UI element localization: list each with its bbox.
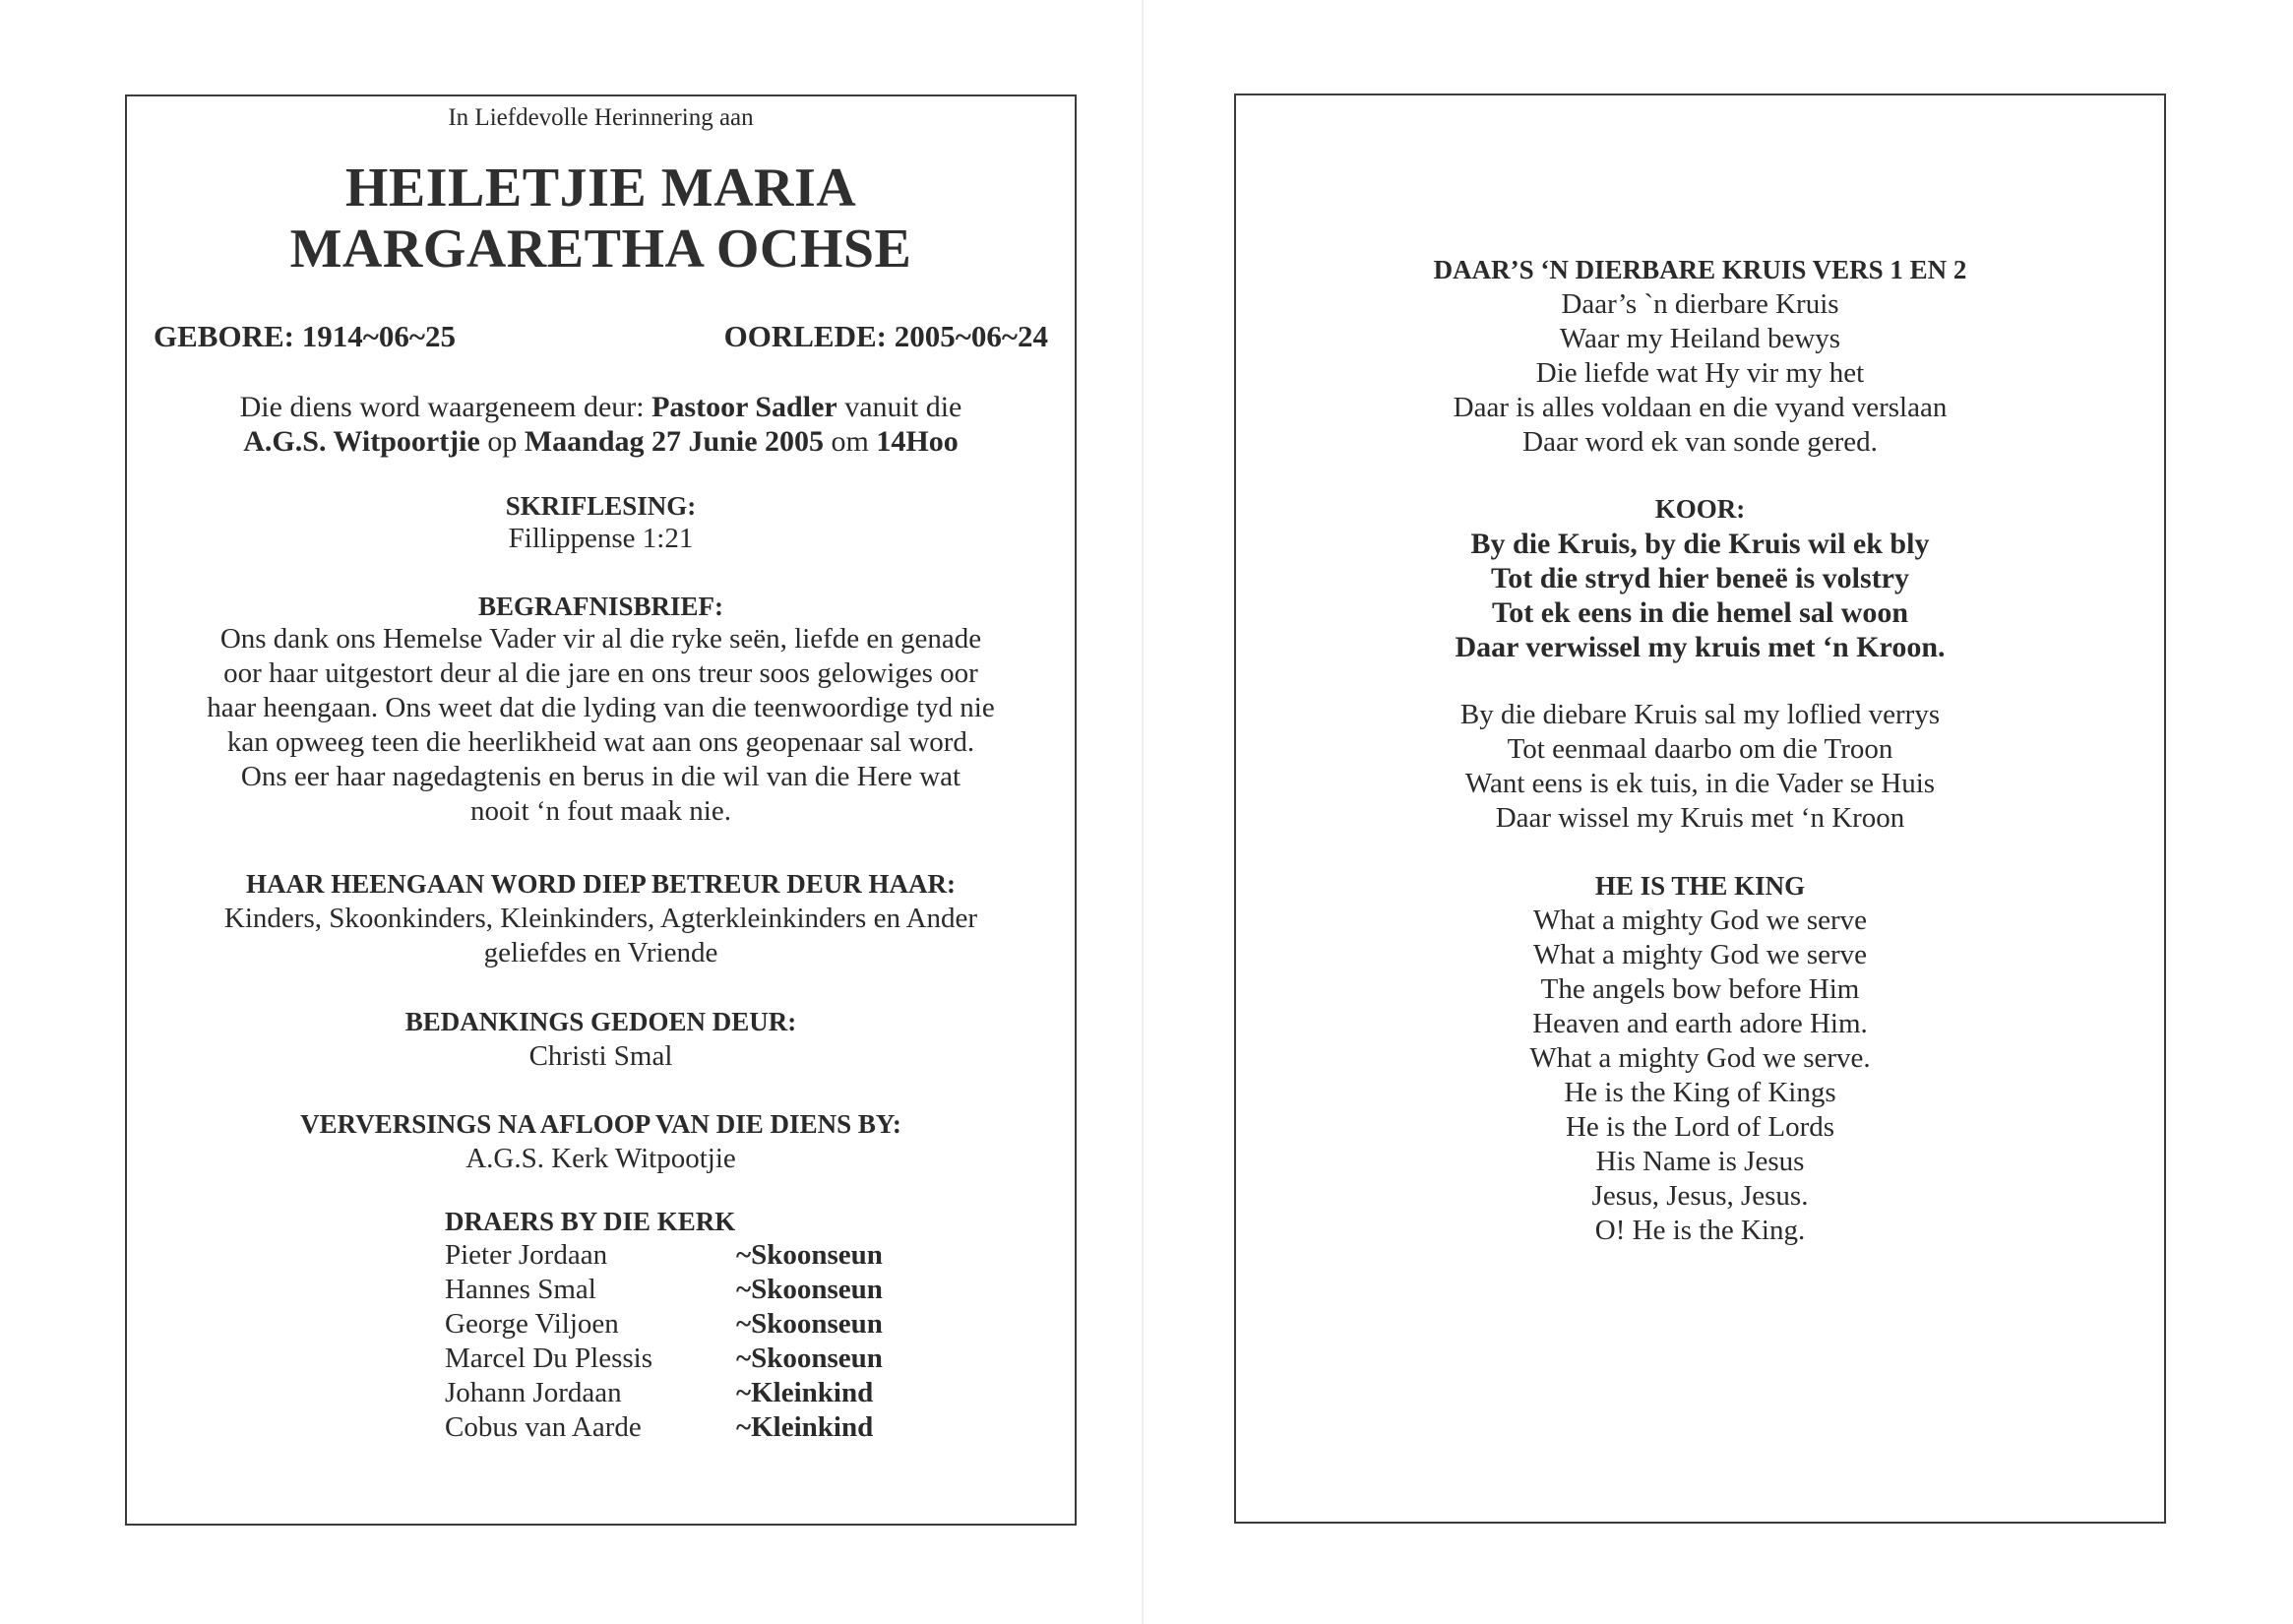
pallbearer-row: [445, 1273, 957, 1307]
chorus-line: Tot ek eens in die hemel sal woon: [1491, 596, 1909, 629]
pallbearer-row: [445, 1342, 957, 1376]
pallbearer-name: Cobus van Aarde: [445, 1411, 642, 1443]
service-text: Die diens word waargeneem deur:: [239, 391, 652, 423]
hymn-verse-2: [1236, 698, 2164, 836]
chorus-line: Daar verwissel my kruis met ‘n Kroon.: [1455, 631, 1946, 663]
scripture-text: Fillippense 1:21: [508, 523, 694, 554]
hymn-he-is-the-king: [1236, 869, 2164, 1248]
page-fold: [1142, 0, 1144, 1624]
hymn-line: He is the King of Kings: [1564, 1077, 1836, 1108]
funeral-letter-line: oor haar uitgestort deur al die jare en ons treur soos gelowiges oor: [223, 657, 978, 689]
hymn-line: Waar my Heiland bewys: [1559, 323, 1841, 354]
pallbearer-relation: ~Skoonseun: [736, 1274, 883, 1305]
verse-line: Daar wissel my Kruis met ‘n Kroon: [1495, 802, 1905, 834]
acknowledgements: [127, 1005, 1075, 1074]
hymn-line: Die liefde wat Hy vir my het: [1535, 357, 1865, 389]
birth-date: GEBORE: 1914~06~25: [154, 319, 456, 353]
service-text: op: [479, 425, 525, 458]
hymn-line: What a mighty God we serve: [1532, 939, 1868, 970]
deceased-name-line-2: MARGARETHA OCHSE: [289, 219, 912, 280]
service-line-1: [127, 390, 1075, 424]
acknowledgements-text: Christi Smal: [528, 1040, 673, 1072]
service-date: Maandag 27 Junie 2005: [524, 425, 825, 458]
left-page-panel: [125, 94, 1077, 1526]
funeral-letter-line: kan opweeg teen die heerlikheid wat aan ons geopenaar sal word.: [226, 726, 975, 758]
pallbearer-name: Hannes Smal: [445, 1274, 596, 1305]
life-dates: [154, 319, 1048, 358]
service-pastor: Pastoor Sadler: [651, 391, 837, 423]
mourners-line-2: geliefdes en Vriende: [483, 937, 718, 968]
funeral-letter-line: Ons eer haar nagedagtenis en berus in die wil van die Here wat: [240, 761, 961, 792]
mourners: [127, 867, 1075, 970]
hymn-line: He is the Lord of Lords: [1565, 1111, 1835, 1143]
memorial-intro: In Liefdevolle Herinnering aan: [448, 104, 754, 131]
pallbearer-name: George Viljoen: [445, 1308, 619, 1340]
service-text: om: [824, 425, 877, 458]
refreshments: [127, 1107, 1075, 1176]
refreshments-text: A.G.S. Kerk Witpootjie: [465, 1143, 736, 1174]
funeral-letter-line: nooit ‘n fout maak nie.: [470, 795, 731, 827]
funeral-letter-line: haar heengaan. Ons weet dat die lyding van die teenwoordige tyd nie: [207, 692, 995, 723]
service-time: 14Hoo: [876, 425, 959, 458]
funeral-letter-heading: BEGRAFNISBRIEF:: [477, 592, 724, 621]
hymn-line: Heaven and earth adore Him.: [1532, 1008, 1868, 1039]
deceased-name-line-1: HEILETJIE MARIA: [344, 157, 857, 219]
acknowledgements-heading: BEDANKINGS GEDOEN DEUR:: [404, 1007, 797, 1036]
hymn-heading: HE IS THE KING: [1594, 871, 1806, 901]
verse-line: By die diebare Kruis sal my loflied verrys: [1459, 699, 1941, 730]
hymn-line: Daar is alles voldaan en die vyand verslaan: [1453, 392, 1948, 423]
pallbearer-name: Pieter Jordaan: [445, 1239, 608, 1271]
death-date: OORLEDE: 2005~06~24: [723, 319, 1048, 353]
pallbearers: [445, 1205, 957, 1445]
hymn-line: Daar’s `n dierbare Kruis: [1561, 288, 1839, 320]
hymn-line: What a mighty God we serve: [1532, 905, 1868, 936]
hymn-dierbare-kruis: [1236, 253, 2164, 460]
pallbearer-name: Marcel Du Plessis: [445, 1343, 653, 1374]
verse-line: Tot eenmaal daarbo om die Troon: [1507, 733, 1893, 765]
right-page-panel: [1234, 94, 2166, 1524]
pallbearer-name: Johann Jordaan: [445, 1377, 622, 1408]
mourners-line-1: Kinders, Skoonkinders, Kleinkinders, Agterkleinkinders en Ander: [223, 903, 978, 934]
pallbearer-relation: ~Skoonseun: [736, 1308, 883, 1340]
pallbearer-row: [445, 1238, 957, 1273]
service-line-2: [127, 424, 1075, 459]
pallbearer-relation: ~Skoonseun: [736, 1343, 883, 1374]
mourners-heading: HAAR HEENGAAN WORD DIEP BETREUR DEUR HAAR:: [245, 869, 957, 899]
hymn-chorus: [1236, 492, 2164, 664]
funeral-letter: [127, 592, 1075, 829]
pallbearer-row: [445, 1376, 957, 1410]
chorus-line: By die Kruis, by die Kruis wil ek bly: [1470, 528, 1930, 560]
scripture-reading: [127, 490, 1075, 555]
pallbearer-relation: ~Skoonseun: [736, 1239, 883, 1271]
hymn-line: Jesus, Jesus, Jesus.: [1591, 1180, 1809, 1212]
hymn-line: His Name is Jesus: [1595, 1146, 1805, 1177]
service-church: A.G.S. Witpoortjie: [243, 425, 480, 458]
chorus-heading: KOOR:: [1654, 494, 1746, 524]
pallbearer-row: [445, 1307, 957, 1342]
pallbearers-heading: DRAERS BY DIE KERK: [445, 1207, 736, 1236]
chorus-line: Tot die stryd hier beneë is volstry: [1491, 562, 1909, 594]
pallbearer-relation: ~Kleinkind: [736, 1411, 874, 1443]
funeral-letter-line: Ons dank ons Hemelse Vader vir al die ryke seën, liefde en genade: [219, 623, 982, 655]
refreshments-heading: VERVERSINGS NA AFLOOP VAN DIE DIENS BY:: [300, 1109, 901, 1139]
hymn-line: What a mighty God we serve.: [1529, 1042, 1871, 1074]
service-text: vanuit die: [837, 391, 962, 423]
deceased-name: [127, 157, 1075, 280]
verse-line: Want eens is ek tuis, in die Vader se Huis: [1464, 768, 1936, 799]
pallbearer-row: [445, 1410, 957, 1445]
hymn-line: The angels bow before Him: [1540, 973, 1860, 1005]
hymn-line: Daar word ek van sonde gered.: [1522, 426, 1878, 458]
hymn-line: O! He is the King.: [1594, 1215, 1806, 1246]
scripture-heading: SKRIFLESING:: [505, 491, 697, 521]
hymn-heading: DAAR’S ‘N DIERBARE KRUIS VERS 1 EN 2: [1433, 255, 1967, 284]
service-details: [127, 390, 1075, 459]
pallbearer-relation: ~Kleinkind: [736, 1377, 874, 1408]
